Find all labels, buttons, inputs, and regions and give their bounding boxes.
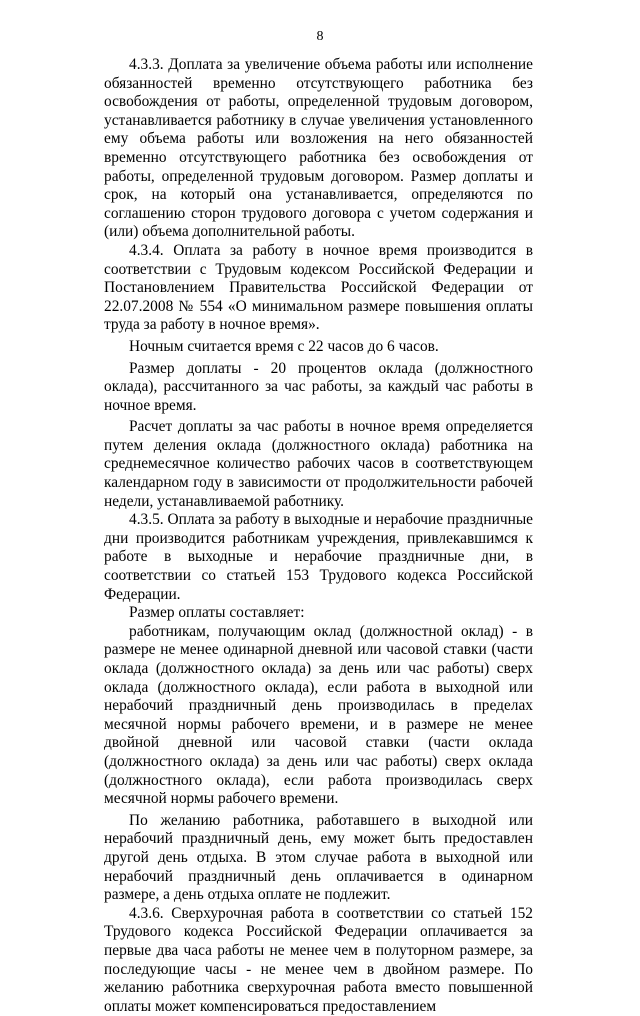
paragraph-payment-size: Размер оплаты составляет: bbox=[129, 604, 305, 622]
paragraph-salaried-workers: работникам, получающим оклад (должностной оклад) - в размере не менее одинарной дневной или часовой ставки (части оклада (должностного оклада) за день или час работы) сверх оклада (должностного оклада), если работа в выходной или нерабочий праздничный день производилась в пределах месячной нормы рабочего времени, и в размере не менее двойной дневной или часовой ставки (части оклада (должностного оклада) за день или час работы) сверх оклада (должностного оклада), если работа производилась сверх месячной нормы рабочего времени. bbox=[104, 622, 533, 808]
page-number: 8 bbox=[316, 29, 324, 44]
paragraph-4-3-4: 4.3.4. Оплата за работу в ночное время производится в соответствии с Трудовым кодексом Российской Федерации и Постановлением Правительства Российской Федерации от 22.07.2008 № 554 «О минимальном размере повышения оплаты труда за работу в ночное время». bbox=[104, 241, 533, 334]
paragraph-4-3-5: 4.3.5. Оплата за работу в выходные и нерабочие праздничные дни производится работникам учреждения, привлекавшимся к работе в выходные и нерабочие праздничные дни, в соответствии со статьей 153 Трудового кодекса Российской Федерации. bbox=[104, 511, 533, 603]
paragraph-night-surcharge-calculation: Расчет доплаты за час работы в ночное время определяется путем деления оклада (должностного оклада) работника на среднемесячное количество рабочих часов в соответствующем календарном году в зависимости от продолжительности рабочей недели, устанавливаемой работнику. bbox=[104, 418, 533, 510]
paragraph-day-off-option: По желанию работника, работавшего в выходной или нерабочий праздничный день, ему может быть предоставлен другой день отдыха. В этом случае работа в выходной или нерабочий праздничный день оплачивается в одинарном размере, а день отдыха оплате не подлежит. bbox=[104, 811, 533, 904]
paragraph-night-surcharge-size: Размер доплаты - 20 процентов оклада (должностного оклада), рассчитанного за час работы, за каждый час работы в ночное время. bbox=[104, 359, 533, 414]
paragraph-4-3-3: 4.3.3. Доплата за увеличение объема работы или исполнение обязанностей временно отсутствующего работника без освобождения от работы, определенной трудовым договором, устанавливается работнику в случае увеличения установленного ему объема работы или возложения на него обязанностей временно отсутствующего работника без освобождения от работы, определенной трудовым договором. Размер доплаты и срок, на который она устанавливается, определяются по соглашению сторон трудового договора с учетом содержания и (или) объема дополнительной работы. bbox=[104, 56, 533, 241]
paragraph-4-3-6: 4.3.6. Сверхурочная работа в соответствии со статьей 152 Трудового кодекса Российской Федерации оплачивается за первые два часа работы не менее чем в полуторном размере, за последующие часы - не менее чем в двойном размере. По желанию работника сверхурочная работа вместо повышенной оплаты может компенсироваться предоставлением bbox=[104, 904, 533, 1015]
document-body bbox=[104, 56, 533, 1016]
paragraph-night-hours: Ночным считается время с 22 часов до 6 часов. bbox=[129, 337, 439, 355]
